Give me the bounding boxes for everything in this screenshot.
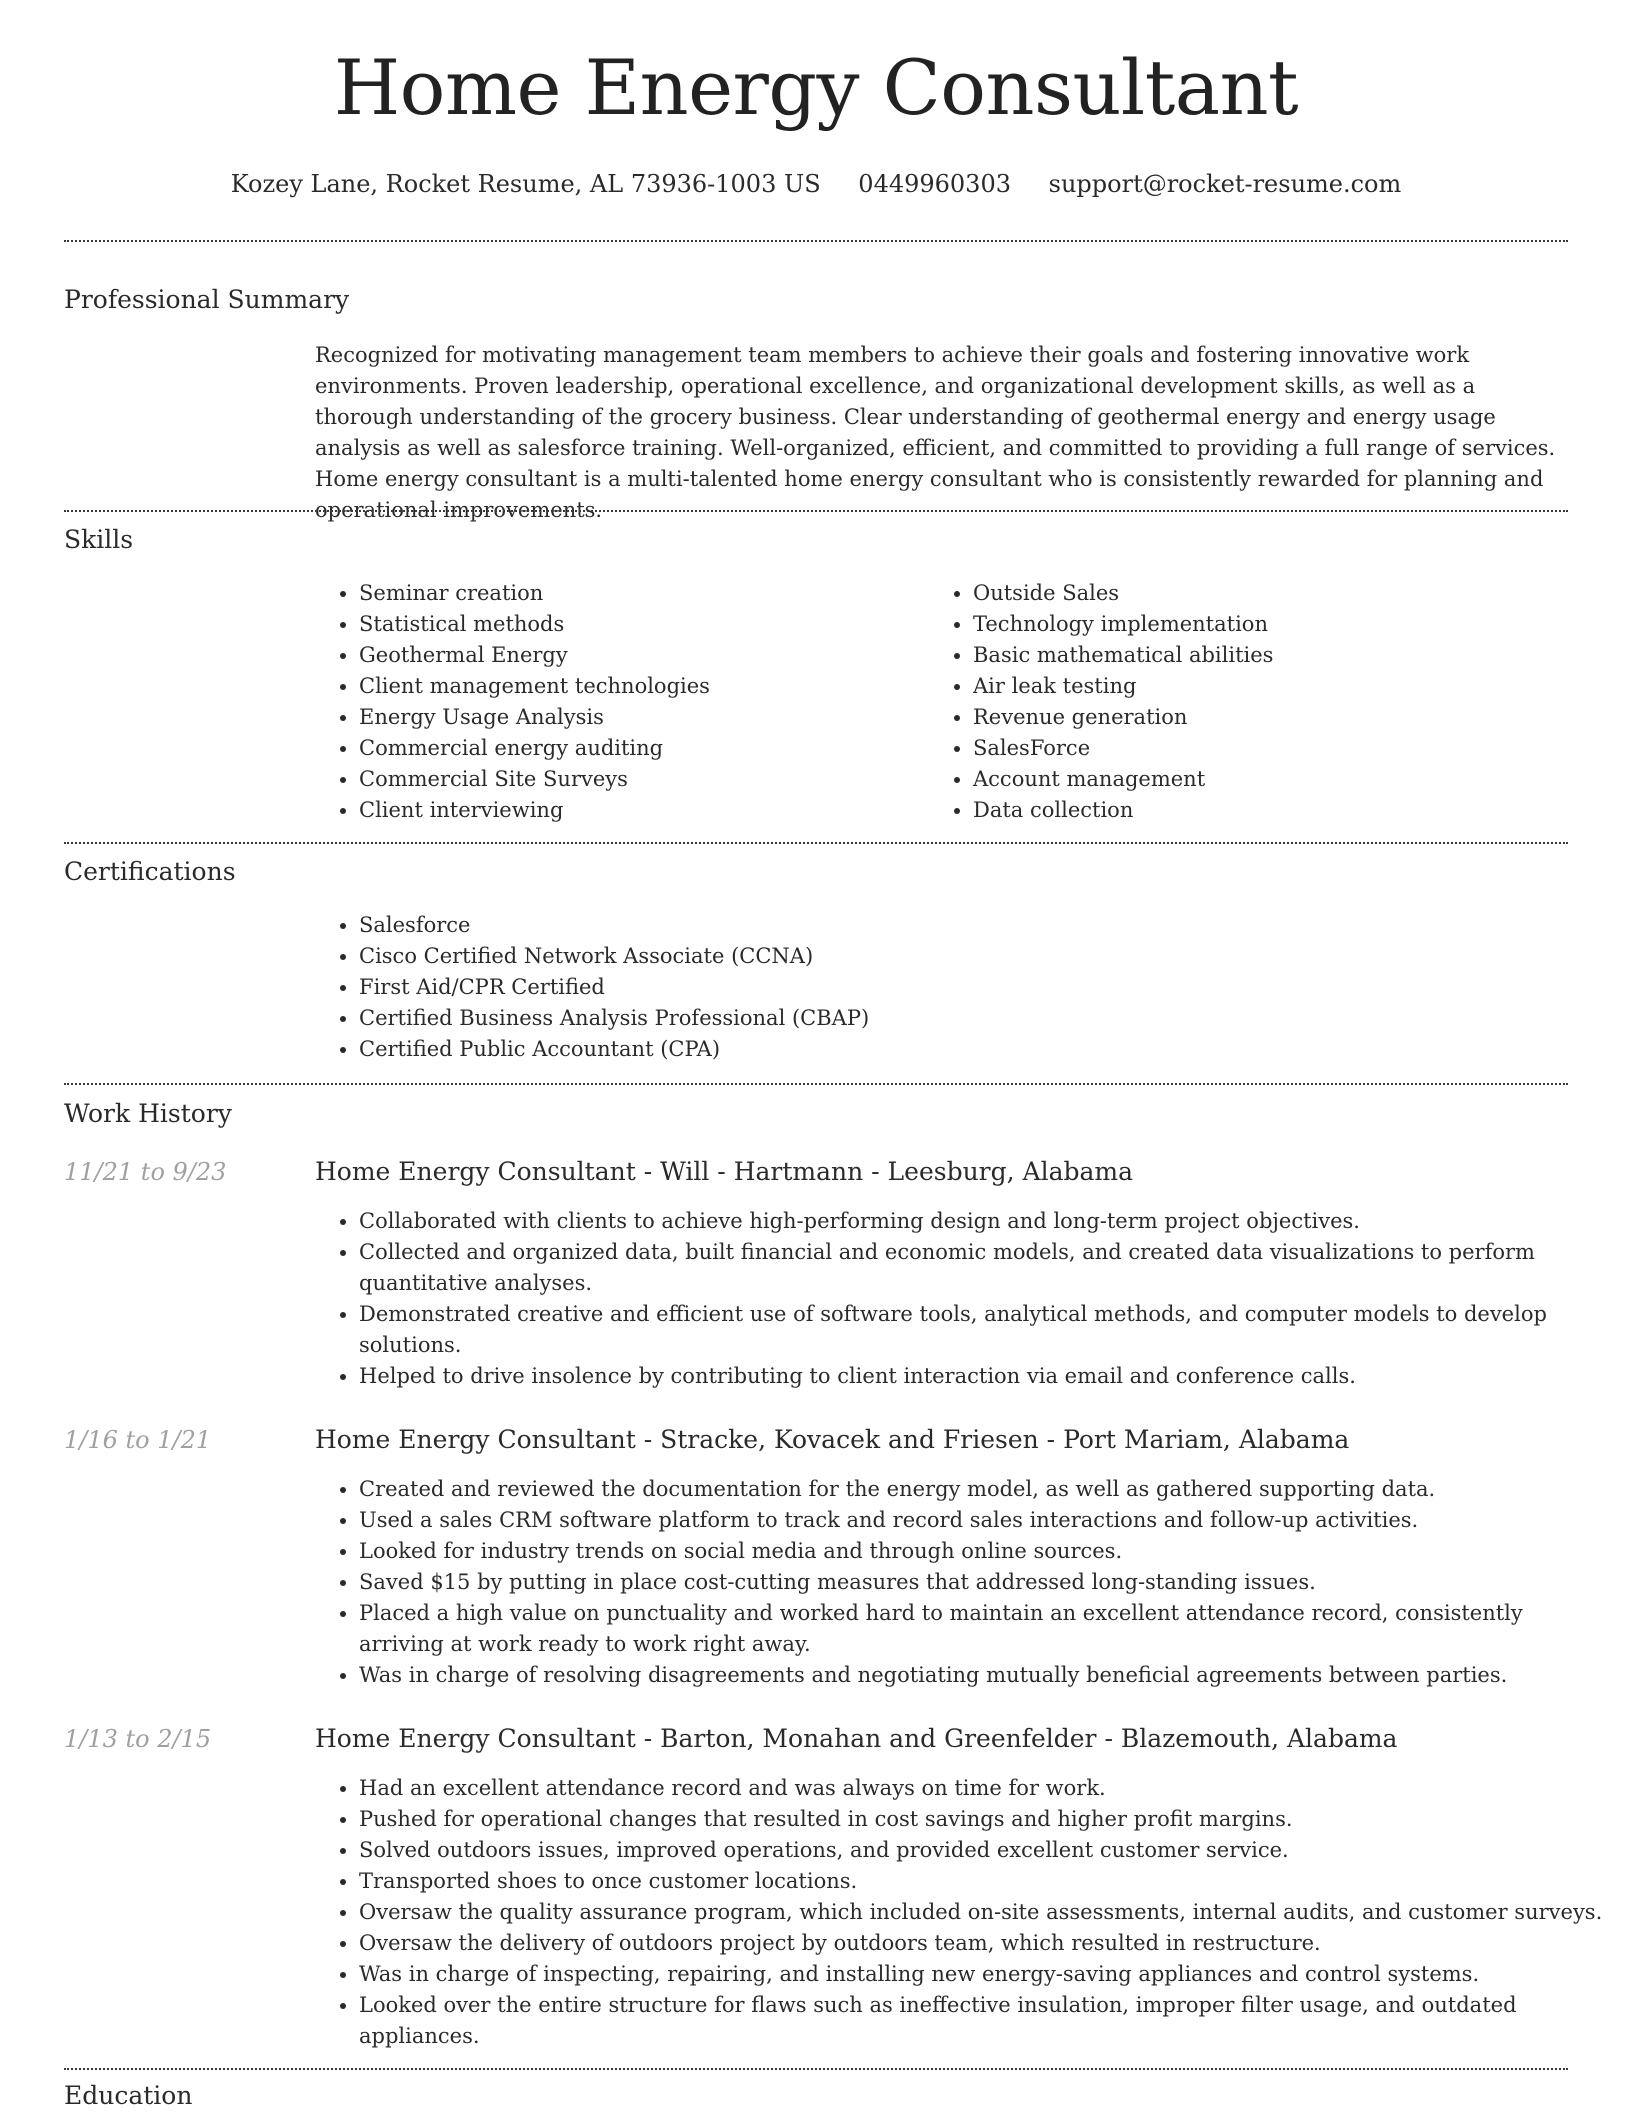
contact-email: support@rocket-resume.com xyxy=(1048,170,1402,198)
education-heading: Education xyxy=(64,2081,193,2110)
skill-item: • Seminar creation xyxy=(359,578,919,609)
work-history-heading: Work History xyxy=(64,1099,232,1128)
resume-title: Home Energy Consultant xyxy=(333,43,1299,132)
skill-item: • Statistical methods xyxy=(359,609,919,640)
job-bullets xyxy=(315,1206,1604,1392)
certification-item: • Certified Public Accountant (CPA) xyxy=(359,1034,1559,1065)
skill-item: • SalesForce xyxy=(973,733,1573,764)
job-bullet: • Pushed for operational changes that resulted in cost savings and higher profit margins. xyxy=(359,1804,1604,1835)
skill-item: • Commercial energy auditing xyxy=(359,733,919,764)
job-bullet: • Helped to drive insolence by contributing to client interaction via email and conference calls. xyxy=(359,1361,1604,1392)
job-bullet: • Had an excellent attendance record and was always on time for work. xyxy=(359,1773,1604,1804)
skill-item: • Geothermal Energy xyxy=(359,640,919,671)
job-bullet: • Looked for industry trends on social media and through online sources. xyxy=(359,1536,1604,1567)
job-bullet: • Transported shoes to once customer locations. xyxy=(359,1866,1604,1897)
job-dates: 11/21 to 9/23 xyxy=(64,1158,227,1186)
summary-text: Recognized for motivating management team members to achieve their goals and fostering innovative work environments. Proven leadership, operational excellence, and organizational development skills, as well as a thorough understanding of the grocery business. Clear understanding of geothermal energy and energy usage analysis as well as salesforce training. Well-organized, efficient, and committed to providing a full range of services. Home energy consultant is a multi-talented home energy consultant who is consistently rewarded for planning and operational improvements. xyxy=(315,343,1556,522)
certifications-list xyxy=(315,910,1559,1065)
job-bullet: • Was in charge of inspecting, repairing, and installing new energy-saving appliances and control systems. xyxy=(359,1959,1604,1990)
contact-phone: 0449960303 xyxy=(858,170,1011,198)
job-bullet: • Oversaw the quality assurance program, which included on-site assessments, internal audits, and customer surveys. xyxy=(359,1897,1604,1928)
skills-heading: Skills xyxy=(64,525,134,554)
job-heading: Home Energy Consultant - Will - Hartmann - Leesburg, Alabama xyxy=(315,1157,1134,1186)
job-bullet: • Placed a high value on punctuality and worked hard to maintain an excellent attendance record, consistently arriving at work ready to work right away. xyxy=(359,1598,1604,1660)
section-divider xyxy=(64,2068,1568,2070)
skill-item: • Commercial Site Surveys xyxy=(359,764,919,795)
skill-item: • Basic mathematical abilities xyxy=(973,640,1573,671)
job-heading: Home Energy Consultant - Stracke, Kovacek and Friesen - Port Mariam, Alabama xyxy=(315,1425,1350,1454)
job-bullet: • Looked over the entire structure for flaws such as ineffective insulation, improper filter usage, and outdated appliances. xyxy=(359,1990,1604,2052)
certification-item: • Certified Business Analysis Professional (CBAP) xyxy=(359,1003,1559,1034)
job-heading: Home Energy Consultant - Barton, Monahan and Greenfelder - Blazemouth, Alabama xyxy=(315,1724,1398,1753)
section-divider xyxy=(64,1083,1568,1085)
skill-item: • Technology implementation xyxy=(973,609,1573,640)
skill-item: • Data collection xyxy=(973,795,1573,826)
certification-item: • Cisco Certified Network Associate (CCNA) xyxy=(359,941,1559,972)
skill-item: • Client interviewing xyxy=(359,795,919,826)
job-dates: 1/16 to 1/21 xyxy=(64,1426,212,1454)
job-bullet: • Saved $15 by putting in place cost-cutting measures that addressed long-standing issues. xyxy=(359,1567,1604,1598)
certification-item: • Salesforce xyxy=(359,910,1559,941)
summary-heading: Professional Summary xyxy=(64,285,350,314)
certifications-heading: Certifications xyxy=(64,857,236,886)
section-divider xyxy=(64,240,1568,242)
job-bullet: • Created and reviewed the documentation for the energy model, as well as gathered supporting data. xyxy=(359,1474,1604,1505)
skill-item: • Outside Sales xyxy=(973,578,1573,609)
job-dates: 1/13 to 2/15 xyxy=(64,1725,212,1753)
job-bullet: • Collected and organized data, built financial and economic models, and created data visualizations to perform quantitative analyses. xyxy=(359,1237,1604,1299)
job-bullet: • Collaborated with clients to achieve high-performing design and long-term project objectives. xyxy=(359,1206,1604,1237)
skill-item: • Client management technologies xyxy=(359,671,919,702)
job-bullet: • Was in charge of resolving disagreements and negotiating mutually beneficial agreements between parties. xyxy=(359,1660,1604,1691)
section-divider xyxy=(64,842,1568,844)
job-bullet: • Used a sales CRM software platform to track and record sales interactions and follow-up activities. xyxy=(359,1505,1604,1536)
job-bullets xyxy=(315,1474,1604,1691)
job-bullets xyxy=(315,1773,1604,2052)
section-divider xyxy=(64,510,1568,512)
skill-item: • Revenue generation xyxy=(973,702,1573,733)
skill-item: • Air leak testing xyxy=(973,671,1573,702)
skill-item: • Account management xyxy=(973,764,1573,795)
skill-item: • Energy Usage Analysis xyxy=(359,702,919,733)
contact-line xyxy=(0,172,1632,196)
job-bullet: • Solved outdoors issues, improved operations, and provided excellent customer service. xyxy=(359,1835,1604,1866)
skills-list-right xyxy=(929,578,1573,826)
summary-block xyxy=(315,340,1565,526)
certification-item: • First Aid/CPR Certified xyxy=(359,972,1559,1003)
contact-address: Kozey Lane, Rocket Resume, AL 73936-1003 US xyxy=(230,170,821,198)
job-bullet: • Oversaw the delivery of outdoors project by outdoors team, which resulted in restructure. xyxy=(359,1928,1604,1959)
skills-list-left xyxy=(315,578,919,826)
job-bullet: • Demonstrated creative and efficient use of software tools, analytical methods, and computer models to develop solutions. xyxy=(359,1299,1604,1361)
